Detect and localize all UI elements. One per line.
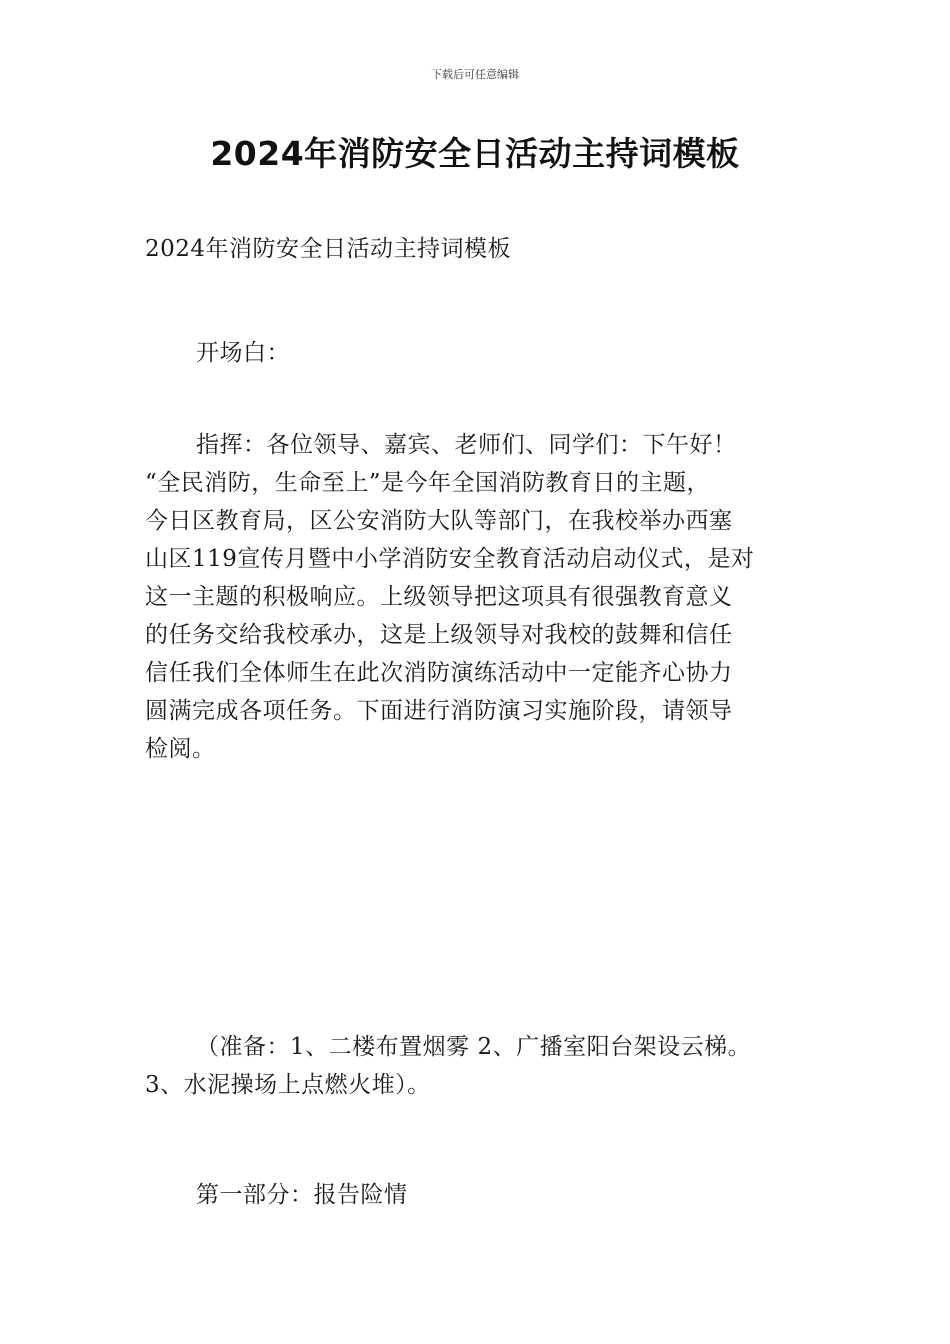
paragraph-line: 今日区教育局，区公安消防大队等部门，在我校举办西塞 (145, 508, 733, 534)
section-heading-part-one: 第一部分：报告险情 (196, 1182, 408, 1208)
paragraph-line: 信任我们全体师生在此次消防演练活动中一定能齐心协力 (145, 660, 733, 686)
paragraph-line: 这一主题的积极响应。上级领导把这项具有很强教育意义 (145, 584, 733, 610)
preparation-note (145, 1028, 835, 1104)
preparation-line: （准备：1、二楼布置烟雾 2、广播室阳台架设云梯。 (196, 1034, 752, 1060)
preparation-line: 3、水泥操场上点燃火堆）。 (145, 1072, 431, 1098)
document-subtitle: 2024年消防安全日活动主持词模板 (145, 236, 512, 262)
paragraph-line: 指挥：各位领导、嘉宾、老师们、同学们：下午好！ (196, 432, 737, 458)
paragraph-line: 检阅。 (145, 736, 216, 762)
paragraph-line: 的任务交给我校承办，这是上级领导对我校的鼓舞和信任 (145, 622, 733, 648)
paragraph-line: 山区119宣传月暨中小学消防安全教育活动启动仪式，是对 (145, 546, 755, 572)
document-title: 2024年消防安全日活动主持词模板 (210, 134, 740, 173)
paragraph-line: 圆满完成各项任务。下面进行消防演习实施阶段，请领导 (145, 698, 733, 724)
header-note: 下载后可任意编辑 (431, 68, 519, 81)
paragraph-line: “全民消防，生命至上”是今年全国消防教育日的主题， (145, 470, 711, 496)
main-paragraph (145, 426, 820, 768)
opening-label: 开场白： (196, 340, 290, 366)
